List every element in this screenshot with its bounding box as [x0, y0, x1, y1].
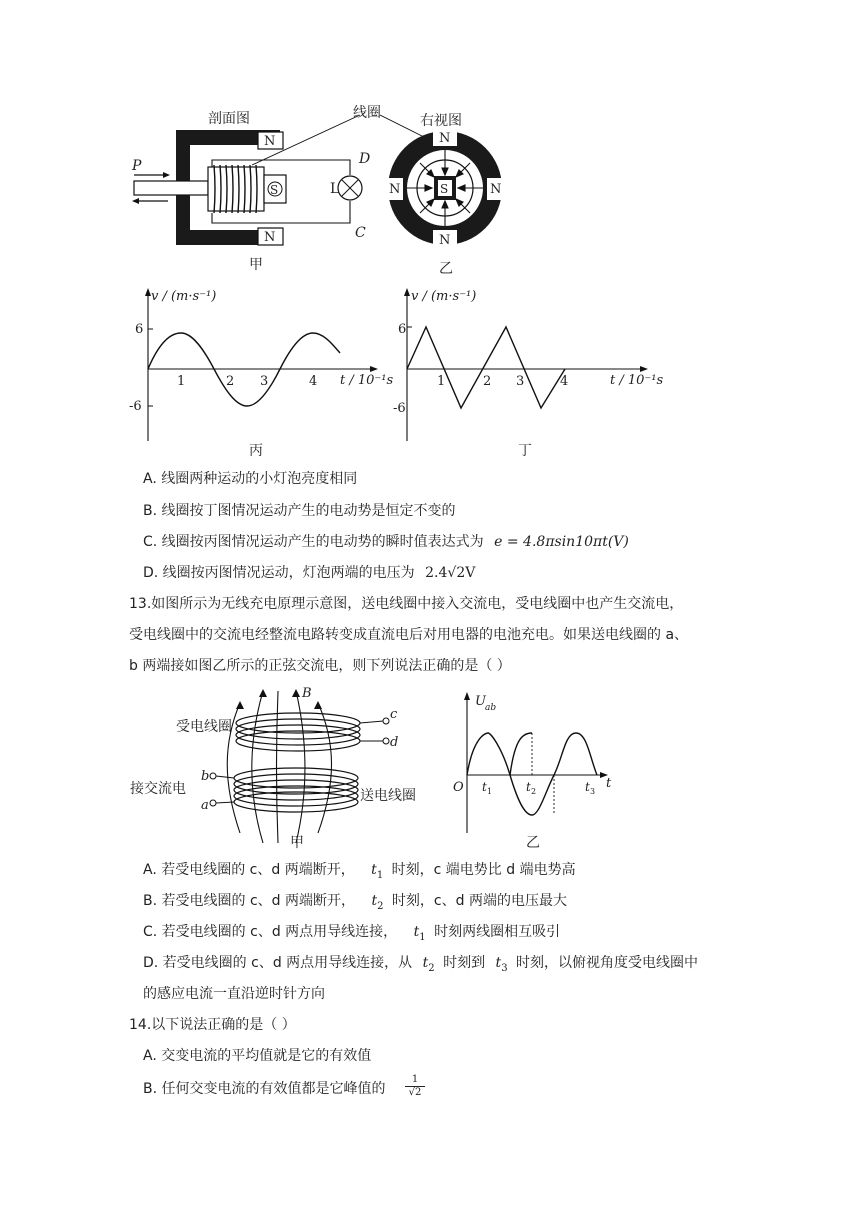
label-t-axis: t [606, 776, 612, 791]
bing-xtick-1: 1 [177, 374, 186, 389]
label-t3: t [585, 780, 590, 794]
label-section-view: 剖面图 [208, 111, 250, 127]
q13-option-d-line2: 的感应电流一直沿逆时针方向 [143, 986, 325, 1002]
q12-option-d [143, 563, 475, 583]
svg-text:1: 1 [487, 787, 493, 796]
caption-jia: 甲 [249, 257, 263, 273]
caption-fig-jia: 甲 [290, 835, 304, 851]
label-t1: t [482, 780, 487, 794]
q13-option-b: B. 若受电线圈的 c、d 两端断开， $t_2$ 时刻，c、d 两端的电压最大 [143, 893, 567, 912]
caption-bing: 丙 [249, 443, 263, 459]
q13-stem-line1: 13.如图所示为无线充电原理示意图，送电线圈中接入交流电，受电线圈中也产生交流电， [129, 596, 684, 612]
bing-xtick-2: 2 [226, 374, 235, 389]
label-s-left: S [270, 183, 279, 197]
bing-ylabel: v / (m·s⁻¹) [151, 289, 217, 304]
label-receive-coil: 受电线圈 [176, 719, 232, 735]
q12-option-a: A. 线圈两种运动的小灯泡亮度相同 [143, 471, 358, 487]
label-t2: t [526, 780, 531, 794]
caption-yi: 乙 [439, 261, 453, 277]
q14-option-a: A. 交变电流的平均值就是它的有效值 [143, 1048, 372, 1064]
label-lamp: L [330, 181, 340, 197]
label-coil: 线圈 [353, 105, 381, 121]
q12-option-d-text: D. 线圈按丙图情况运动，灯泡两端的电压为 [143, 565, 415, 581]
label-b-field: B [302, 686, 312, 701]
label-b: b [201, 769, 210, 784]
ding-xtick-1: 1 [437, 374, 446, 389]
caption-ding: 丁 [518, 443, 532, 459]
q13-option-d: D. 若受电线圈的 c、d 两点用导线连接，从 $t_2$ 时刻到 $t_3$ 时刻，以俯视角度受电线圈中 [143, 955, 699, 974]
q12-option-c [143, 532, 629, 552]
label-p: P [132, 158, 142, 174]
ding-ylabel: v / (m·s⁻¹) [411, 289, 477, 304]
label-s-center: S [440, 182, 449, 196]
ding-ytick-6: 6 [398, 322, 407, 337]
label-n-bottom-left: N [264, 230, 276, 245]
ding-xtick-3: 3 [516, 374, 525, 389]
bing-xtick-3: 3 [260, 374, 269, 389]
bing-xtick-4: 4 [309, 374, 318, 389]
svg-text:3: 3 [590, 787, 596, 796]
label-c-terminal: C [355, 225, 366, 241]
q14-fraction [405, 1074, 425, 1099]
graph-bing [125, 283, 395, 458]
label-send-coil: 送电线圈 [360, 788, 416, 804]
q13-option-c: C. 若受电线圈的 c、d 两点用导线连接， $t_1$ 时刻两线圈相互吸引 [143, 924, 561, 943]
q13-stem-line3: b 两端接如图乙所示的正弦交流电，则下列说法正确的是（ ） [129, 658, 511, 674]
label-n-top-left: N [264, 134, 276, 149]
q14-option-b: B. 任何交变电流的有效值都是它峰值的 [143, 1081, 386, 1097]
label-ac-input: 接交流电 [130, 781, 186, 797]
q12-option-d-formula: 2.4√2V [425, 565, 476, 581]
q14-fraction-numerator: 1 [411, 1074, 419, 1085]
q12-option-b: B. 线圈按丁图情况运动产生的电动势是恒定不变的 [143, 503, 456, 519]
bing-xlabel: t / 10⁻¹s [340, 373, 394, 388]
graph-ding [395, 283, 665, 458]
ding-xtick-2: 2 [483, 374, 492, 389]
label-u-sub: ab [485, 703, 497, 713]
q13-option-a: A. 若受电线圈的 c、d 两端断开， $t_1$ 时刻，c 端电势比 d 端电势高 [143, 862, 576, 881]
q12-option-c-text: C. 线圈按丙图情况运动产生的电动势的瞬时值表达式为 [143, 534, 484, 550]
figure-uab-waveform [440, 683, 625, 853]
caption-fig-yi: 乙 [526, 835, 540, 851]
label-d: d [390, 735, 399, 750]
label-c: c [390, 707, 398, 722]
ding-ytick-neg6: -6 [393, 401, 406, 416]
q14-fraction-denominator: √2 [405, 1086, 425, 1099]
q12-option-c-formula: e = 4.8πsin10πt(V) [494, 534, 629, 550]
bing-ytick-6: 6 [135, 322, 144, 337]
figure-generator-diagram [120, 95, 540, 280]
q14-stem: 14.以下说法正确的是（ ） [129, 1017, 296, 1033]
label-n-ring-top: N [439, 131, 451, 146]
label-u: U [475, 694, 486, 709]
label-origin: O [453, 780, 464, 795]
bing-ytick-neg6: -6 [129, 399, 142, 414]
ding-xlabel: t / 10⁻¹s [610, 373, 664, 388]
label-n-ring-bottom: N [439, 233, 451, 248]
q13-stem-line2: 受电线圈中的交流电经整流电路转变成直流电后对用电器的电池充电。如果送电线圈的 a、 [129, 627, 689, 643]
figure-wireless-coils [128, 683, 428, 853]
label-d-terminal: D [359, 151, 371, 167]
ding-xtick-4: 4 [560, 374, 569, 389]
label-n-ring-left: N [389, 182, 401, 197]
label-n-ring-right: N [490, 182, 502, 197]
svg-text:2: 2 [531, 787, 537, 796]
label-a: a [201, 798, 209, 813]
label-right-view: 右视图 [420, 113, 462, 129]
